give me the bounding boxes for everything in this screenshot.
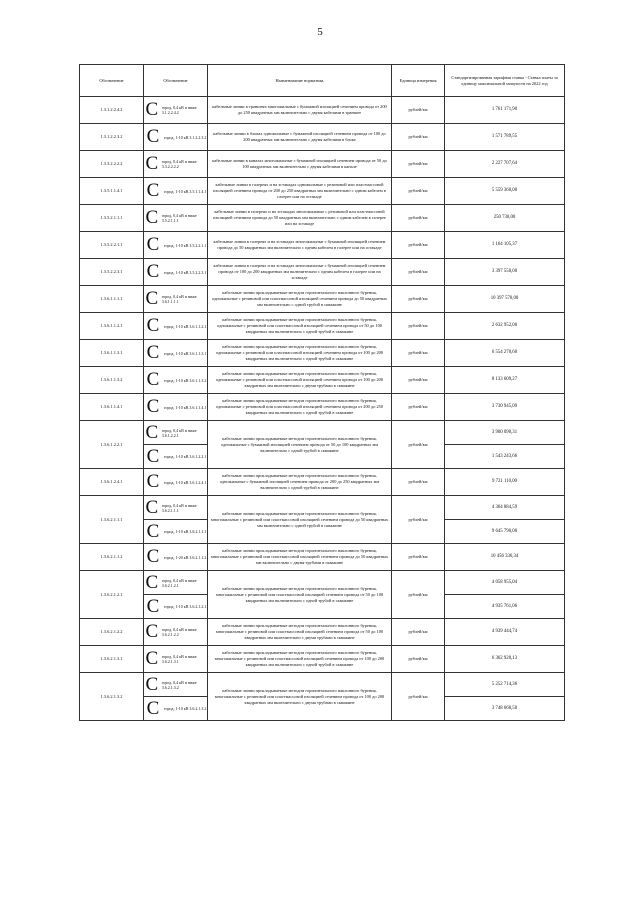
designation-letter: С bbox=[146, 520, 160, 542]
row-price: 3 397 550,00 bbox=[445, 259, 565, 286]
row-price: 4 364 884,59 bbox=[445, 496, 565, 520]
table-row bbox=[80, 151, 565, 178]
row-designation bbox=[144, 178, 208, 205]
table-row bbox=[80, 340, 565, 367]
designation-letter: С bbox=[146, 261, 160, 282]
row-name: кабельные линии прокладываемые методом горизонтального наклонного бурения, многожильные с резиновой или пластмассовой изоляцией сечением провода до 50 квадратных мм включительно с одной трубой в скважине bbox=[208, 496, 392, 544]
row-price: 9 645 790,00 bbox=[445, 520, 565, 544]
row-unit: рублей/км bbox=[392, 469, 445, 496]
row-unit: рублей/км bbox=[392, 259, 445, 286]
row-price: 3 730 945,09 bbox=[445, 394, 565, 421]
table-row bbox=[80, 619, 565, 646]
designation-letter: С bbox=[146, 315, 160, 336]
designation-text: город, 1-10 кВ 3.6.1.2.2.1 bbox=[164, 454, 207, 459]
row-designation bbox=[144, 259, 208, 286]
designation-text: город, 1-10 кВ 3.6.2.1.3.2 bbox=[164, 706, 207, 711]
row-designation bbox=[144, 340, 208, 367]
row-designation bbox=[144, 469, 208, 496]
row-price: 8 133 609,27 bbox=[445, 367, 565, 394]
page-number: 5 bbox=[317, 26, 323, 38]
designation-text: город, 1-10 кВ 3.5.2.2.1.1 bbox=[164, 242, 207, 248]
row-name: кабельные линии прокладываемые методом горизонтального наклонного бурения, одножильные с резиновой или пластмассовой изоляцией сечением провода до 50 квадратных мм включительно с одной трубой в скважине bbox=[208, 286, 392, 313]
designation-cell bbox=[144, 595, 207, 617]
designation-letter: С bbox=[145, 648, 159, 669]
designation-cell bbox=[144, 571, 207, 593]
header-designation: Обозначение bbox=[144, 65, 208, 97]
row-price: 1 571 789,55 bbox=[445, 124, 565, 151]
row-unit: рублей/км bbox=[392, 496, 445, 544]
row-price: 250 730,00 bbox=[445, 205, 565, 232]
designation-letter: С bbox=[146, 445, 160, 467]
designation-letter: С bbox=[146, 180, 160, 201]
designation-cell bbox=[144, 673, 207, 695]
designation-cell bbox=[144, 421, 207, 443]
row-code: 1.3.5.1.1.4.1 bbox=[80, 178, 144, 205]
row-name: кабельные линии прокладываемые методом горизонтального наклонного бурения, одножильные с резиновой или пластмассовой изоляцией сечением провода от 50 до 100 квадратных мм включительно с одной трубой в скважине bbox=[208, 313, 392, 340]
row-unit: рублей/км bbox=[392, 673, 445, 721]
row-unit: рублей/км bbox=[392, 313, 445, 340]
row-designation bbox=[144, 394, 208, 421]
row-name: кабельные линии прокладываемые методом горизонтального наклонного бурения, одножильные с резиновой или пластмассовой изоляцией сечением провода от 200 до 250 квадратных мм включительно с одной трубой в скважине bbox=[208, 394, 392, 421]
designation-letter: С bbox=[145, 673, 159, 695]
row-designation bbox=[144, 496, 208, 520]
designation-cell bbox=[144, 180, 207, 201]
row-designation bbox=[144, 421, 208, 445]
row-unit: рублей/км bbox=[392, 571, 445, 619]
row-code: 1.3.6.1.1.2.1 bbox=[80, 313, 144, 340]
table-row bbox=[80, 544, 565, 571]
row-price: 1 164 105,37 bbox=[445, 232, 565, 259]
row-name: кабельные линии прокладываемые методом горизонтального наклонного бурения, многожильные с резиновой или пластмассовой изоляцией сечением провода от 50 до 100 квадратных мм включительно с одной трубой в скважине bbox=[208, 571, 392, 619]
row-designation bbox=[144, 520, 208, 544]
row-unit: рублей/км bbox=[392, 151, 445, 178]
row-unit: рублей/км bbox=[392, 421, 445, 469]
designation-letter: С bbox=[146, 234, 160, 255]
row-name: кабельные линии в траншеях многожильные с бумажной изоляцией сечением провода от 200 до 250 квадратных мм включительно с двумя кабелями в траншее bbox=[208, 97, 392, 124]
header-price: Стандартизированная тарифная ставка - Ставка платы за единицу максимальной мощности на 2022 год bbox=[445, 65, 565, 97]
designation-cell bbox=[144, 99, 207, 120]
row-code: 1.3.6.2.1.1.2 bbox=[80, 544, 144, 571]
designation-letter: С bbox=[145, 99, 159, 120]
row-price: 3 900 090,31 bbox=[445, 421, 565, 445]
row-designation bbox=[144, 646, 208, 673]
designation-cell bbox=[144, 234, 207, 255]
designation-text: город, 1-10 кВ 3.1.2.2.3.2 bbox=[164, 134, 207, 140]
row-name: кабельные линии прокладываемые методом горизонтального наклонного бурения, одножильные с резиновой или пластмассовой изоляцией сечением провода от 100 до 200 квадратных мм включительно с двумя трубами в скважине bbox=[208, 367, 392, 394]
row-price: 5 559 360,00 bbox=[445, 178, 565, 205]
designation-text: город, 0,4 кВ и ниже 3.3.2.2.2.2 bbox=[161, 159, 197, 169]
designation-text: город, 0,4 кВ и ниже 3.6.1.2.2.1 bbox=[161, 427, 197, 438]
designation-letter: С bbox=[146, 595, 160, 617]
designation-letter: С bbox=[145, 496, 159, 518]
designation-letter: С bbox=[146, 126, 160, 147]
row-code: 1.3.5.2.1.1.1 bbox=[80, 205, 144, 232]
designation-text: город, 0,4 кВ и ниже 3.5.2.1.1.1 bbox=[161, 213, 197, 223]
designation-text: город, 1-10 кВ 3.6.1.1.3.2 bbox=[164, 377, 207, 383]
row-price: 9 721 110,00 bbox=[445, 469, 565, 496]
table-row bbox=[80, 673, 565, 697]
row-price: 5 252 714,36 bbox=[445, 673, 565, 697]
row-unit: рублей/км bbox=[392, 367, 445, 394]
table-row bbox=[80, 313, 565, 340]
table-row bbox=[80, 205, 565, 232]
row-code: 1.3.6.2.1.2.2 bbox=[80, 619, 144, 646]
table-header-row bbox=[80, 65, 565, 97]
row-unit: рублей/км bbox=[392, 178, 445, 205]
designation-letter: С bbox=[145, 207, 159, 228]
row-designation bbox=[144, 232, 208, 259]
row-price: 4 939 444,74 bbox=[445, 619, 565, 646]
table-row bbox=[80, 232, 565, 259]
designation-cell bbox=[144, 697, 207, 719]
row-price: 6 362 920,13 bbox=[445, 646, 565, 673]
designation-cell bbox=[144, 496, 207, 518]
row-unit: рублей/км bbox=[392, 97, 445, 124]
row-designation bbox=[144, 571, 208, 595]
designation-cell bbox=[144, 315, 207, 336]
row-code: 1.3.6.2.1.1.1 bbox=[80, 496, 144, 544]
row-unit: рублей/км bbox=[392, 232, 445, 259]
table-row bbox=[80, 571, 565, 595]
row-name: кабельные линии прокладываемые методом горизонтального наклонного бурения, многожильные с резиновой или пластмассовой изоляцией сечением провода от 100 до 200 квадратных мм включительно с одной трубой в скважине bbox=[208, 646, 392, 673]
row-code: 1.3.5.2.2.1.1 bbox=[80, 232, 144, 259]
row-code: 1.3.6.1.1.3.1 bbox=[80, 340, 144, 367]
table-row bbox=[80, 178, 565, 205]
designation-cell bbox=[144, 288, 207, 309]
row-designation bbox=[144, 595, 208, 619]
row-code: 1.3.5.2.2.3.1 bbox=[80, 259, 144, 286]
table-row bbox=[80, 469, 565, 496]
row-code: 1.3.1.2.2.3.2 bbox=[80, 124, 144, 151]
row-unit: рублей/км bbox=[392, 619, 445, 646]
table-row bbox=[80, 97, 565, 124]
table-row bbox=[80, 496, 565, 520]
row-name: кабельные линии в галереях и на эстакадах многожильные с бумажной изоляцией сечением провода до 50 квадратных мм включительно с одним кабелем в галерее или на эстакаде bbox=[208, 232, 392, 259]
designation-cell bbox=[144, 261, 207, 282]
designation-cell bbox=[144, 445, 207, 467]
row-designation bbox=[144, 697, 208, 721]
designation-letter: С bbox=[146, 369, 160, 390]
designation-letter: С bbox=[146, 396, 160, 417]
designation-text: город, 1-10 кВ 3.6.2.1.2.1 bbox=[164, 604, 207, 609]
table-row bbox=[80, 646, 565, 673]
table-row bbox=[80, 394, 565, 421]
designation-text: город, 0,4 кВ и ниже 3.6.2.1.2.1 bbox=[161, 577, 197, 588]
row-designation bbox=[144, 205, 208, 232]
row-name: кабельные линии прокладываемые методом горизонтального наклонного бурения, многожильные с резиновой или пластмассовой изоляцией сечением провода от 100 до 200 квадратных мм включительно с двумя трубами в скважине bbox=[208, 673, 392, 721]
designation-cell bbox=[144, 621, 207, 642]
designation-letter: С bbox=[146, 342, 160, 363]
row-name: кабельные линии в галереях и на эстакадах многожильные с бумажной изоляцией сечением провода от 100 до 200 квадратных мм включительно с одним кабелем в галерее или на эстакаде bbox=[208, 259, 392, 286]
row-designation bbox=[144, 313, 208, 340]
row-price: 6 554 270,60 bbox=[445, 340, 565, 367]
row-code: 1.3.6.2.1.3.2 bbox=[80, 673, 144, 721]
row-price: 4 058 955,04 bbox=[445, 571, 565, 595]
designation-letter: С bbox=[145, 621, 159, 642]
row-designation bbox=[144, 286, 208, 313]
designation-text: город, 1-10 кВ 3.6.1.1.2.1 bbox=[164, 323, 207, 329]
row-unit: рублей/км bbox=[392, 394, 445, 421]
row-unit: рублей/км bbox=[392, 286, 445, 313]
table-body bbox=[80, 97, 565, 721]
designation-text: город, 1-10 кВ 3.6.1.2.4.1 bbox=[164, 479, 207, 485]
table-row bbox=[80, 286, 565, 313]
row-name: кабельные линии прокладываемые методом горизонтального наклонного бурения, одножильные с резиновой или пластмассовой изоляцией сечением провода от 100 до 200 квадратных мм включительно с одной трубой в скважине bbox=[208, 340, 392, 367]
designation-letter: С bbox=[146, 546, 160, 567]
header-code: Обозначение bbox=[80, 65, 144, 97]
table-row bbox=[80, 367, 565, 394]
designation-cell bbox=[144, 342, 207, 363]
row-designation bbox=[144, 97, 208, 124]
designation-text: город, 1-10 кВ 3.6.2.1.1.1 bbox=[164, 529, 207, 534]
tariff-table bbox=[79, 64, 565, 721]
designation-cell bbox=[144, 396, 207, 417]
row-code: 1.3.6.1.1.4.1 bbox=[80, 394, 144, 421]
designation-cell bbox=[144, 546, 207, 567]
row-designation bbox=[144, 151, 208, 178]
designation-cell bbox=[144, 207, 207, 228]
designation-letter: С bbox=[146, 697, 160, 719]
row-name: кабельные линии прокладываемые методом горизонтального наклонного бурения, многожильные с резиновой или пластмассовой изоляцией сечением провода до 50 квадратных мм включительно с двумя трубами в скважине bbox=[208, 544, 392, 571]
row-designation bbox=[144, 445, 208, 469]
designation-letter: С bbox=[145, 153, 159, 174]
header-name: Наименование норматива bbox=[208, 65, 392, 97]
row-price: 1 543 243,66 bbox=[445, 445, 565, 469]
row-name: кабельные линии в каналах многожильные с бумажной изоляцией сечением провода от 50 до 100 квадратных мм включительно с двумя кабелями в канале bbox=[208, 151, 392, 178]
row-code: 1.3.1.2.2.4.2 bbox=[80, 97, 144, 124]
designation-text: город, 1-20 кВ 3.6.2.1.1.2 bbox=[164, 554, 207, 560]
table-row bbox=[80, 421, 565, 445]
designation-cell bbox=[144, 471, 207, 492]
designation-text: город, 0,4 кВ и ниже 3.6.2.1.3.1 bbox=[161, 654, 197, 664]
row-code: 1.3.3.2.2.2.2 bbox=[80, 151, 144, 178]
row-designation bbox=[144, 367, 208, 394]
designation-text: город, 1-10 кВ 3.6.1.1.3.1 bbox=[164, 350, 207, 356]
designation-cell bbox=[144, 153, 207, 174]
row-code: 1.3.6.1.2.4.1 bbox=[80, 469, 144, 496]
row-unit: рублей/км bbox=[392, 544, 445, 571]
row-name: кабельные линии прокладываемые методом горизонтального наклонного бурения, многожильные с резиновой или пластмассовой изоляцией сечением провода от 50 до 100 квадратных мм включительно с двумя трубами в скважине bbox=[208, 619, 392, 646]
row-price: 3 748 668,50 bbox=[445, 697, 565, 721]
row-unit: рублей/км bbox=[392, 205, 445, 232]
row-price: 10 456 336,34 bbox=[445, 544, 565, 571]
row-price: 10 397 570,00 bbox=[445, 286, 565, 313]
designation-cell bbox=[144, 369, 207, 390]
designation-cell bbox=[144, 520, 207, 542]
designation-text: город, 1-10 кВ 3.6.1.1.4.1 bbox=[164, 404, 207, 410]
designation-text: город, 0,4 кВ и ниже 3.6.1.1.1.1 bbox=[161, 294, 197, 304]
row-name: кабельные линии в галереях и на эстакадах многожильные с резиновой или пластмассовой изоляцией сечением провода до 50 квадратных мм включительно с одним кабелем в галерее или на эстакаде bbox=[208, 205, 392, 232]
row-designation bbox=[144, 619, 208, 646]
designation-letter: С bbox=[145, 571, 159, 593]
row-code: 1.3.6.2.1.2.1 bbox=[80, 571, 144, 619]
row-price: 2 227 707,64 bbox=[445, 151, 565, 178]
designation-text: город, 0,4 кВ и ниже 3.6.2.1.1.1 bbox=[161, 502, 197, 513]
row-unit: рублей/км bbox=[392, 340, 445, 367]
row-name: кабельные линии прокладываемые методом горизонтального наклонного бурения, одножильные с бумажной изоляцией сечением провода от 200 до 250 квадратных мм включительно с одной трубой в скважине bbox=[208, 469, 392, 496]
designation-text: город, 0,4 кВ и ниже 3.6.2.1.2.2 bbox=[161, 627, 197, 637]
row-designation bbox=[144, 124, 208, 151]
row-code: 1.3.6.1.1.1.1 bbox=[80, 286, 144, 313]
row-price: 1 761 171,90 bbox=[445, 97, 565, 124]
row-name: кабельные линии прокладываемые методом горизонтального наклонного бурения, одножильные с бумажной изоляцией сечением провода от 50 до 100 квадратных мм включительно с одной трубой в скважине bbox=[208, 421, 392, 469]
designation-letter: С bbox=[145, 421, 159, 443]
designation-text: город, 1-10 кВ 3.5.1.1.4.1 bbox=[164, 188, 207, 194]
row-name: кабельные линии в галереях и на эстакадах одножильные с резиновой или пластмассовой изоляцией сечением провода от 200 до 250 квадратных мм включительно с одним кабелем в галерее или на эстакаде bbox=[208, 178, 392, 205]
designation-letter: С bbox=[145, 288, 159, 309]
row-unit: рублей/км bbox=[392, 124, 445, 151]
row-designation bbox=[144, 544, 208, 571]
row-price: 4 935 761,06 bbox=[445, 595, 565, 619]
designation-cell bbox=[144, 648, 207, 669]
designation-text: город, 0,4 кВ и ниже 3.1.2.2.4.2 bbox=[161, 105, 197, 115]
designation-text: город, 0,4 кВ и ниже 3.6.2.1.3.2 bbox=[161, 679, 197, 690]
row-designation bbox=[144, 673, 208, 697]
row-code: 1.3.6.1.1.3.2 bbox=[80, 367, 144, 394]
designation-letter: С bbox=[146, 471, 160, 492]
table-row bbox=[80, 124, 565, 151]
header-unit: Единица измерения bbox=[392, 65, 445, 97]
row-unit: рублей/км bbox=[392, 646, 445, 673]
designation-text: город, 1-10 кВ 3.5.2.2.3.1 bbox=[164, 269, 207, 275]
row-code: 1.3.6.1.2.2.1 bbox=[80, 421, 144, 469]
row-name: кабельные линии в блоках одножильные с бумажной изоляцией сечением провода от 100 до 200 квадратных мм включительно с двумя кабелями в блоке bbox=[208, 124, 392, 151]
row-price: 2 632 952,00 bbox=[445, 313, 565, 340]
row-code: 1.3.6.2.1.3.1 bbox=[80, 646, 144, 673]
table-row bbox=[80, 259, 565, 286]
designation-cell bbox=[144, 126, 207, 147]
